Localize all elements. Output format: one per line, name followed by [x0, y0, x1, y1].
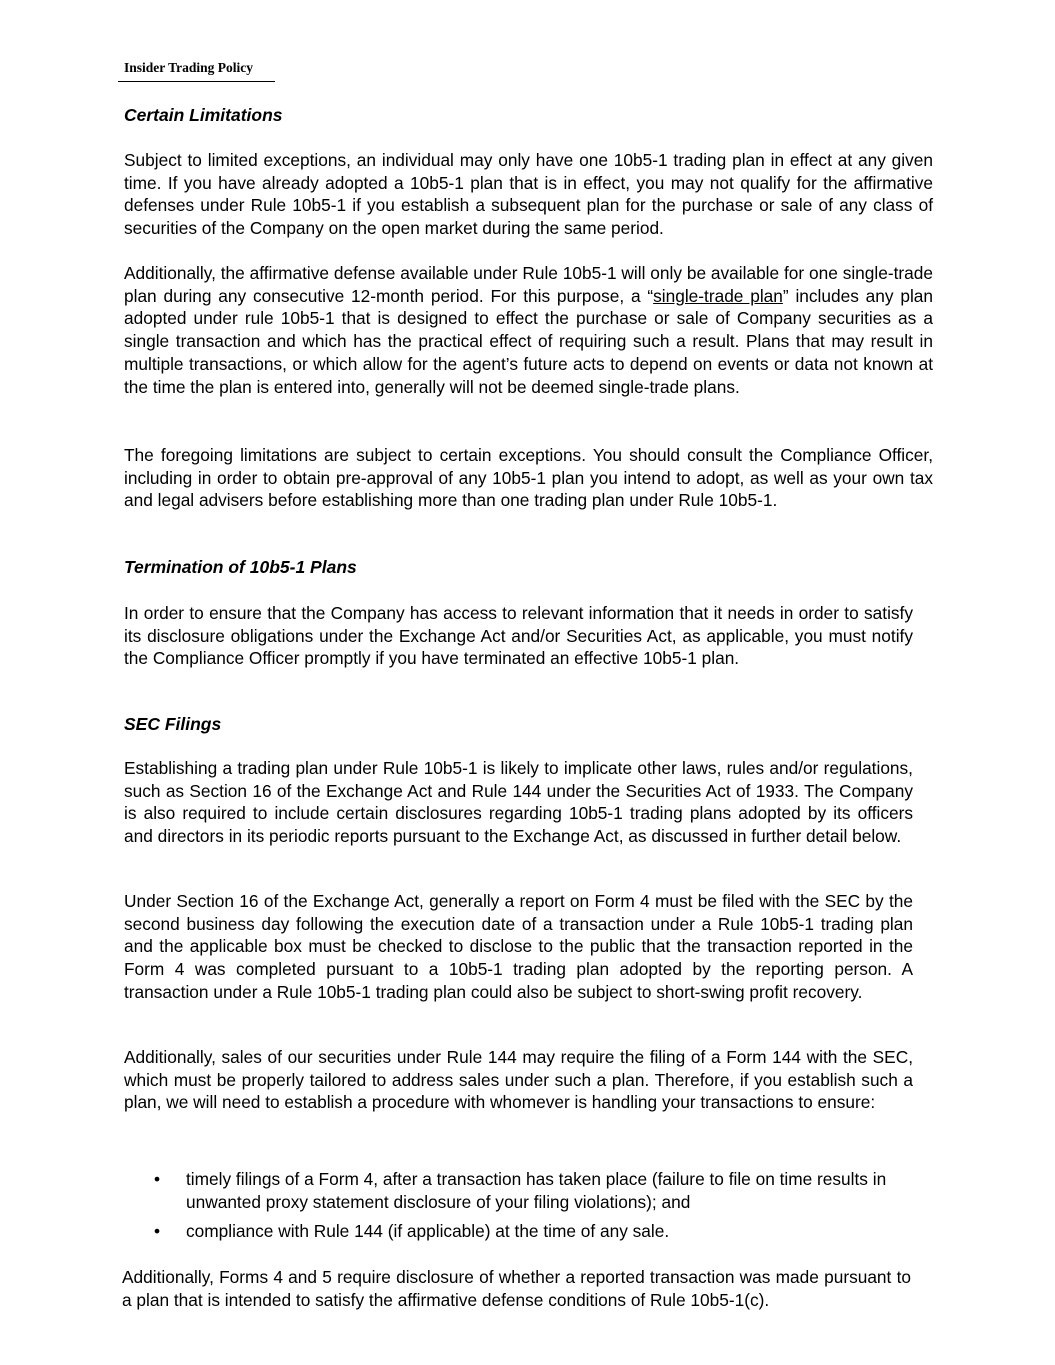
paragraph: The foregoing limitations are subject to certain exceptions. You should consult the Compliance Officer, including in order to obtain pre-approval of any 10b5-1 plan you intend to adopt, as well as your own tax and legal advisers before establishing more than one trading plan under Rule 10b5-1.	[124, 445, 933, 511]
paragraph: Additionally, sales of our securities under Rule 144 may require the filing of a Form 144 with the SEC, which must be properly tailored to address sales under such a plan. Therefore, if you establish such a plan, we will need to establish a procedure with whomever is handling your transactions to ensure:	[124, 1047, 913, 1113]
defined-term: single-trade plan	[653, 285, 783, 306]
header-rule	[118, 81, 275, 82]
list-item-text: compliance with Rule 144 (if applicable) at the time of any sale.	[186, 1221, 670, 1242]
bullet-icon: •	[154, 1169, 161, 1189]
paragraph: Establishing a trading plan under Rule 10b5-1 is likely to implicate other laws, rules and/or regulations, such as Section 16 of the Exchange Act and Rule 144 under the Securities Act of 1933. The Company is also required to include certain disclosures regarding 10b5-1 trading plans adopted by its officers and directors in its periodic reports pursuant to the Exchange Act, as discussed in further detail below.	[124, 758, 913, 847]
text: ” includes any plan adopted under rule 10b5-1 that is designed to effect the purchase or sale of Company securities as a single transaction and which has the practical effect of requiring such a result. Plans that may result in multiple transactions, or which allow for the agent’s future acts to depend on events or data not known at the time the plan is entered into, generally will not be deemed single-trade plans.	[124, 285, 934, 397]
list-item	[124, 1220, 933, 1243]
heading-certain-limitations: Certain Limitations	[124, 105, 283, 125]
paragraph: Under Section 16 of the Exchange Act, generally a report on Form 4 must be filed with the SEC by the second business day following the execution date of a transaction under a Rule 10b5-1 trading plan and the applicable box must be checked to disclose to the public that the transaction reported in the Form 4 was completed pursuant to a 10b5-1 trading plan adopted by the reporting person. A transaction under a Rule 10b5-1 trading plan could also be subject to short-swing profit recovery.	[124, 891, 913, 1002]
list-item	[124, 1168, 933, 1213]
paragraph	[124, 262, 933, 398]
paragraph: In order to ensure that the Company has access to relevant information that it needs in order to satisfy its disclosure obligations under the Exchange Act and/or Securities Act, as applicable, you must notify the Compliance Officer promptly if you have terminated an effective 10b5-1 plan.	[124, 603, 913, 669]
bullet-list	[124, 1168, 933, 1243]
paragraph: Subject to limited exceptions, an individual may only have one 10b5-1 trading plan in effect at any given time. If you have already adopted a 10b5-1 plan that is in effect, you may not qualify for the affirmative defenses under Rule 10b5-1 if you establish a subsequent plan for the purchase or sale of any class of securities of the Company on the open market during the same period.	[124, 150, 933, 239]
text: Additionally, the affirmative defense available under Rule 10b5-1 will only be available for one single-trade plan during any consecutive 12-month period. For this purpose, a “	[124, 263, 933, 306]
list-item-text: timely filings of a Form 4, after a transaction has taken place (failure to file on time results in unwanted proxy statement disclosure of your filing violations); and	[186, 1169, 887, 1212]
heading-sec-filings: SEC Filings	[124, 714, 222, 734]
paragraph: Additionally, Forms 4 and 5 require disclosure of whether a reported transaction was made pursuant to a plan that is intended to satisfy the affirmative defense conditions of Rule 10b5-1(c).	[122, 1267, 911, 1310]
heading-termination: Termination of 10b5-1 Plans	[124, 557, 357, 577]
bullet-icon: •	[154, 1221, 161, 1242]
running-header: Insider Trading Policy	[124, 60, 254, 75]
